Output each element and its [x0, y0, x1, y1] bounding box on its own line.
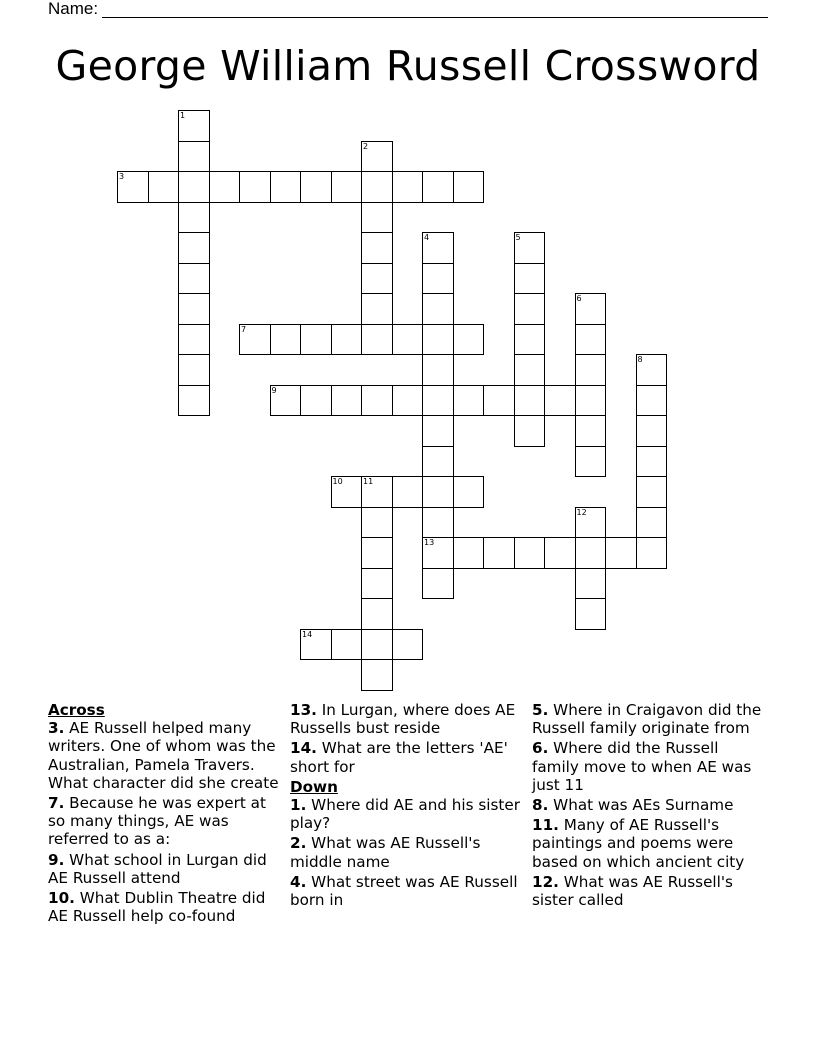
grid-cell[interactable]	[483, 537, 515, 569]
grid-cell[interactable]	[514, 354, 546, 386]
grid-cell[interactable]	[361, 171, 393, 203]
grid-cell[interactable]	[575, 415, 607, 447]
clue-down-2: 2. What was AE Russell's middle name	[290, 834, 481, 871]
grid-cell[interactable]	[361, 568, 393, 600]
grid-cell[interactable]	[575, 324, 607, 356]
grid-cell[interactable]	[636, 507, 668, 539]
grid-cell[interactable]	[422, 354, 454, 386]
clue-number-label: 1	[180, 111, 186, 120]
grid-cell[interactable]	[239, 171, 271, 203]
grid-cell[interactable]	[361, 598, 393, 630]
grid-cell[interactable]	[422, 507, 454, 539]
clue-column-3	[532, 701, 768, 911]
grid-cell[interactable]	[483, 385, 515, 417]
page-title: George William Russell Crossword	[55, 42, 761, 90]
grid-cell[interactable]	[514, 324, 546, 356]
grid-cell[interactable]	[331, 629, 363, 661]
grid-cell[interactable]	[270, 171, 302, 203]
grid-cell[interactable]	[178, 293, 210, 325]
clue-down-12: 12. What was AE Russell's sister called	[532, 872, 733, 910]
grid-cell[interactable]	[392, 476, 424, 508]
clue-across-3: 3. AE Russell helped many writers. One of whom was the Australian, Pamela Travers. What character did she create	[48, 719, 279, 792]
clue-number-label: 3	[119, 172, 125, 181]
grid-cell[interactable]	[636, 415, 668, 447]
grid-cell[interactable]	[544, 385, 576, 417]
grid-cell[interactable]	[331, 171, 363, 203]
across-heading: Across	[48, 701, 105, 719]
clue-down-5: 5. Where in Craigavon did the Russell family originate from	[532, 701, 762, 738]
clue-number-label: 13	[424, 538, 435, 547]
clue-down-11: 11. Many of AE Russell's paintings and poems were based on which ancient city	[532, 816, 745, 871]
clue-number-label: 4	[424, 233, 430, 242]
grid-cell[interactable]	[300, 629, 332, 661]
grid-cell[interactable]	[422, 476, 454, 508]
grid-cell[interactable]	[361, 141, 393, 173]
grid-cell[interactable]	[361, 232, 393, 264]
clue-column-1	[48, 701, 284, 927]
grid-cell[interactable]	[514, 263, 546, 295]
grid-cell[interactable]	[392, 629, 424, 661]
grid-cell[interactable]	[636, 537, 668, 569]
grid-cell[interactable]	[422, 446, 454, 478]
grid-cell[interactable]	[270, 324, 302, 356]
grid-cell[interactable]	[514, 537, 546, 569]
clue-number-label: 2	[363, 141, 369, 151]
grid-cell[interactable]	[361, 202, 393, 234]
grid-cell[interactable]	[422, 293, 454, 325]
grid-cell[interactable]	[178, 385, 210, 417]
clue-number-label: 11	[363, 477, 374, 486]
grid-cell[interactable]	[453, 324, 485, 356]
grid-cell[interactable]	[178, 141, 210, 173]
grid-cell[interactable]	[575, 507, 607, 539]
clue-down-1: 1. Where did AE and his sister play?	[290, 796, 520, 833]
grid-cell[interactable]	[422, 232, 454, 264]
grid-cell[interactable]	[300, 171, 332, 203]
grid-cell[interactable]	[514, 385, 546, 417]
grid-cell[interactable]	[392, 171, 424, 203]
grid-cell[interactable]	[422, 537, 454, 569]
clue-across-7: 7. Because he was expert at so many things, AE was referred to as a:	[48, 794, 266, 849]
clue-number-label: 5	[515, 233, 521, 242]
grid-cell[interactable]	[392, 385, 424, 417]
grid-cell[interactable]	[239, 324, 271, 356]
grid-cell[interactable]	[361, 537, 393, 569]
grid-cell[interactable]	[331, 385, 363, 417]
grid-cell[interactable]	[361, 476, 393, 508]
grid-cell[interactable]	[178, 263, 210, 295]
grid-cell[interactable]	[422, 324, 454, 356]
grid-cell[interactable]	[361, 324, 393, 356]
grid-cell[interactable]	[178, 171, 210, 203]
grid-cell[interactable]	[422, 568, 454, 600]
clue-number-label: 7	[241, 324, 247, 334]
grid-cell[interactable]	[331, 476, 363, 508]
grid-cell[interactable]	[178, 232, 210, 264]
grid-cell[interactable]	[178, 354, 210, 386]
grid-cell[interactable]	[636, 446, 668, 478]
grid-cell[interactable]	[575, 568, 607, 600]
grid-cell[interactable]	[392, 324, 424, 356]
clue-across-10: 10. What Dublin Theatre did AE Russell help co-found	[48, 889, 266, 926]
grid-cell[interactable]	[178, 202, 210, 234]
grid-cell[interactable]	[575, 537, 607, 569]
clue-number-label: 12	[576, 507, 587, 517]
grid-cell[interactable]	[361, 507, 393, 539]
grid-cell[interactable]	[178, 324, 210, 356]
clue-down-4: 4. What street was AE Russell born in	[290, 872, 518, 910]
grid-cell[interactable]	[422, 385, 454, 417]
grid-cell[interactable]	[575, 598, 607, 630]
grid-cell[interactable]	[514, 293, 546, 325]
grid-cell[interactable]	[453, 385, 485, 417]
grid-cell[interactable]	[361, 659, 393, 691]
grid-cell[interactable]	[575, 385, 607, 417]
grid-cell[interactable]	[422, 263, 454, 295]
grid-cell[interactable]	[453, 537, 485, 569]
grid-cell[interactable]	[453, 476, 485, 508]
clue-down-8: 8. What was AEs Surname	[532, 796, 734, 815]
clue-across-13: 13. In Lurgan, where does AE Russells bust reside	[290, 701, 516, 738]
grid-cell[interactable]	[117, 171, 149, 203]
grid-cell[interactable]	[636, 476, 668, 508]
grid-cell[interactable]	[361, 263, 393, 295]
grid-cell[interactable]	[178, 110, 210, 142]
clue-column-2	[290, 701, 526, 911]
grid-cell[interactable]	[575, 354, 607, 386]
down-heading: Down	[290, 777, 338, 796]
clue-number-label: 6	[576, 294, 582, 303]
grid-cell[interactable]	[575, 293, 607, 325]
grid-cell[interactable]	[422, 171, 454, 203]
name-label: Name:	[48, 0, 99, 18]
grid-cell[interactable]	[514, 415, 546, 447]
clue-across-9: 9. What school in Lurgan did AE Russell attend	[48, 850, 267, 887]
clue-number-label: 10	[332, 477, 343, 486]
grid-cell[interactable]	[331, 324, 363, 356]
clue-number-label: 8	[637, 355, 643, 364]
clue-across-14: 14. What are the letters 'AE' short for	[290, 739, 508, 776]
grid-cell[interactable]	[544, 537, 576, 569]
grid-cell[interactable]	[148, 171, 180, 203]
grid-cell[interactable]	[453, 171, 485, 203]
grid-cell[interactable]	[361, 293, 393, 325]
grid-cell[interactable]	[300, 385, 332, 417]
grid-cell[interactable]	[636, 385, 668, 417]
grid-cell[interactable]	[209, 171, 241, 203]
grid-cell[interactable]	[514, 232, 546, 264]
grid-cell[interactable]	[270, 385, 302, 417]
grid-cell[interactable]	[605, 537, 637, 569]
clue-down-6: 6. Where did the Russell family move to when AE was just 11	[532, 739, 752, 794]
grid-cell[interactable]	[636, 354, 668, 386]
grid-cell[interactable]	[300, 324, 332, 356]
clue-number-label: 9	[271, 385, 277, 395]
grid-cell[interactable]	[575, 446, 607, 478]
grid-cell[interactable]	[361, 385, 393, 417]
grid-cell[interactable]	[422, 415, 454, 447]
grid-cell[interactable]	[361, 629, 393, 661]
clue-number-label: 14	[302, 629, 313, 639]
